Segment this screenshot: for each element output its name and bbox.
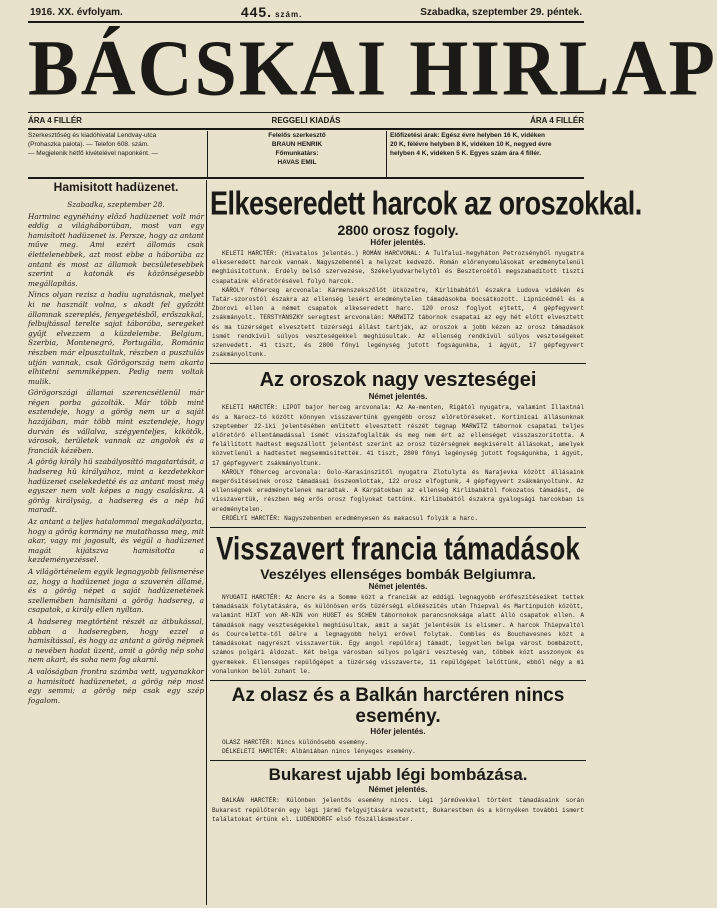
article-headline: Bukarest ujabb légi bombázása. — [268, 765, 528, 785]
price-row — [28, 113, 584, 127]
article-italian-balkan — [210, 685, 586, 756]
editorial-paragraph: Az antant a teljes hatalommal megakadályozta, hogy a görög kormány ne mutathassa meg, mit akar, vagy mi jogosult, és végül a hadüzenet magát kijátszva hamisította a kezdeményezéssel. — [28, 517, 204, 565]
edition-label: REGGELI KIADÁS — [271, 115, 341, 125]
year-volume: 1916. XX. évfolyam. — [30, 6, 123, 18]
article-separator — [210, 680, 586, 681]
editorial-paragraph: Nincs olyan rezisz a hadiu ugratásnak, melyet ki ne használt volna, s akadt fel győzött államnak szereplés, fenyegetésből, erőszakkal, felbujtással terelte sajat táborába, seregeket gyűjt elvezzem a küzdelembe. Belgium, Szerbia, Montenegró, Portugália, Románia részben már elpusztultak, részben a pusztulás utján vannak, csak Görögország nem akarta elhitetni semmiképpen. Pedig nem voltak mulik. — [28, 290, 204, 386]
article-source: Német jelentés. — [368, 785, 428, 795]
article-headline: Elkeseredett harcok az oroszokkal. — [210, 184, 642, 222]
article-body: KELETI HARCTÉR: (Hivatalos jelentés.) ROMÁN HARCVONAL: A Tulfalui-hegyháton Petrozsényből nyugatra elkeseredett harcok vannak. Nagyszebennél a helyzet kedvező. Román előrenyomulásokat eredménytelenül meghiúsítottunk. Erdély belső szervezése, Székelyudvarhelytől és Besztercétől megszabadított tiszti csapataink előretörésével folyó harcok. KÁROLY főherceg arcvonala: Kármenszekszőlőt ütközetre, Kirlibabától északra Ludova vidékén és Tatár-szorostól északra az ellenség lesért eredménytelen támadásokba bocsátkozott. Lipnicédnél és a Zborovi ellen a német csapatok elkeseredett harc. 120 orosz foglyot ejtett, 4 gépfegyvert zsákmányolt. TERSTYÁNSZKY seregtest arcvonalán: MARWITZ tábornok csapatai az egy hét előtt elvesztett és ma tüzérséget elvesztett tüzérségi állást tartják, az oroszok a jobb kézen az orosz támadások ismét rendkívül súlyos veszteségekkel meghiúsultak. Az ellenség rendkívül súlyos veszteségeket szenvedett. 41 tiszt, és 2800 főnyi legénység jutott fogságunkba, 1 ágyút, 17 gépfegyvert zsákmányoltunk. — [212, 250, 584, 359]
price-left: ÁRA 4 FILLÉR — [28, 115, 82, 125]
info-divider-1 — [207, 131, 208, 177]
editorial-paragraph: Harminc egynéhány előző hadüzenet volt már eddig a világháborúban, most van egy hamisított hadüzenet is. Persze, hogy az antant műve meg. Ami ezért állomás csak élettelenebbek, azt most ebbe a háborúba az antant és most az államok becsületesebbek szerint a katonák és közönségesebb megállapítás. — [28, 211, 204, 288]
editorial-paragraph: A hadsereg megtörtént részét az átbukással, abban a hadseregben, hogy ezzel a hamisítással, és hogy az antant a görög népnek a nevében hadat üzent, amit a görög nép soha nem akart, és soha nem fog akarni. — [28, 616, 204, 665]
article-subhead: 2800 orosz fogoly. — [337, 222, 459, 238]
info-bottom-rule — [28, 177, 584, 179]
article-source: Német jelentés. — [368, 392, 428, 402]
article-russian-losses — [210, 368, 586, 523]
article-body: NYUGATI HARCTÉR: Az Ancre és a Somme közt a franciák az eddigi legnagyobb erőfeszítéseiket tettek támadásaik folytatására, és különösen erős tüzérségi előkészítés után Thiepval és Martinpuich között, valamint HIXT von AR-NIN von HUGET és SCHEN tábornokok parancsnoksága alatt álló csapatok ellen. A támadások nagy veszteségekkel meghiúsultak, amit a saját jelentésük is elismer. A harcok Thiepvaltól és Courcelette-től délre a legnagyobb helyi erővel folytak. Combles és Bouchavesnes közt a támadásokat nagyrészt visszavertük. Egy angol repülőraj támadt, legyetlen belga várost bombázott, számos polgári áldozat. Két belga városban súlyos polgári veszteség van, többek közt asszonyok és gyermekek. Ellenséges repülőgépet a tüzérség visszaverte, 11 repülőgépet lelőttünk, ebből négy a mi vonalunkon belül zuhant le. — [212, 594, 584, 675]
article-source: Hófer jelentés. — [370, 238, 426, 247]
article-separator — [210, 760, 586, 761]
article-russian-battles — [210, 184, 642, 359]
article-source: Német jelentés. — [368, 582, 428, 592]
editorial-dateline: Szabadka, szeptember 28. — [67, 200, 165, 209]
info-top-rule — [28, 128, 584, 130]
article-headline: Visszavert francia támadások — [216, 529, 580, 567]
editorial-column — [28, 180, 204, 905]
editorial-paragraph: Görögországi államai szerencsétlenül már régen porba gázolták. Már több mint esztendeje, hogy a görög nem ur a saját hazájában, már több mint esztendeje, hogy durván és vállalva, szégyenteljes, kikötők, városok, területek vannak az angolok és a franciák kézében. — [28, 388, 204, 455]
masthead-title: BÁCSKAI HIRLAP — [28, 23, 717, 113]
editorial-paragraph: A világörténelem egyik legnagyobb felismerése az, hogy a hadüzenet joga a szuverén államé, és a görög népet a saját hadüzenetének szellemében hamisítani a görög hadsereg, a csapatok, a király ellen nyíltan. — [28, 566, 204, 615]
price-right: ÁRA 4 FILLÉR — [530, 115, 584, 125]
editor-info: Felelős szerkesztő BRAUN HENRIK Főmunkatárs: HAVAS EMIL — [268, 132, 326, 166]
article-bucharest-bombing — [210, 765, 586, 824]
article-headline: Az oroszok nagy veszteségei — [259, 369, 537, 392]
article-body: KELETI HARCTÉR: LIPOT bajor herceg arcvonala: Az Ae-menten, Rigától nyugatra, valamint Illaxtnál és a Narocz-tó között könnyen visszavertünk gyengébb orosz előretöréseket. Kortinicai állásunknak szeptember 22-iki jelentésében említett elvesztett részét tegnap MARWITZ tábornok csapatai teljes előretörő ellentámadással ismét visszafoglalták és meg nem ért az ellenséget visszaszorította. A felállított hadtest megszállott jelentést szerint az orosz tüzérségnek megkísérelt állásokat, amelyek közvetlenül a hadtestet megsemmisítették. 41 tiszt, 2800 főnyi legénység jutott fogságunkba, 1 ágyút, 17 gépfegyvert zsákmányoltunk. KÁROLY főherceg arcvonala: Golo-Karasinszitől nyugatra Zlotulyta és Narajevka között állásaink megerősítéseinek orosz támadásai összeomlottak, 122 orosz elfogtunk, 4 gépfegyvert zsákmányoltunk. Az ellenségnek eredménytelenek maradtak. A Kárpátokban az ellenség Kirlibabától fokozatos támadást, de visszavertük, részben még erős orosz foglyokat tettünk. Kirlibabától északra gyalogsági harcokban is eredménytelen. ERDÉLYI HARCTÉR: Nagyszebenben eredményesen és makacsul folyik a harc. — [212, 404, 584, 522]
article-body: OLASZ HARCTÉR: Nincs különösebb esemény. DÉLKELETI HARCTÉR: Albániában nincs lényeges esemény. — [222, 738, 416, 756]
column-divider — [206, 180, 207, 905]
article-body: BALKÁN HARCTÉR: Különben jelentős esemény nincs. Légi járművekkel történt támadásaink során Bukarest repülőterén egy légi jármű felgyújtására vezetett, Bukarestben és a környéken további ismert találatokat értünk el. LUDENDORFF első főszállásmester. — [212, 797, 584, 823]
info-divider-2 — [386, 131, 387, 177]
issue-number: 445. szám. — [240, 4, 303, 20]
office-info: Szerkesztőség és kiadóhivatal Lendvay-utca (Prohaszka palota). — Telefon 608. szám. — Megjelenik hétfő kivételével naponként. — — [28, 132, 159, 157]
issue-suffix: szám. — [275, 10, 303, 19]
editorial-title: Hamisitott hadüzenet. — [53, 180, 179, 194]
news-column — [210, 180, 642, 905]
article-headline: Az olasz és a Balkán harctéren nincs esemény. — [231, 684, 565, 727]
subscription-info: Előfizetési árak: Egész évre helyben 16 K, vidéken 20 K, félévre helyben 8 K, vidéken 10 K, negyed évre helyben 4 K, vidéken 5 K. Egyes szám ára 4 fillér. — [390, 132, 552, 157]
article-separator — [210, 363, 586, 364]
article-subhead: Veszélyes ellenséges bombák Belgiumra. — [260, 566, 536, 583]
issue-date: Szabadka, szeptember 29. péntek. — [420, 6, 582, 18]
editorial-paragraph: A valóságban frontra számba vett, ugyanakkor a hamisított hadüzenetet, a görög nép most egy semmi; a görög nép csak egy szép fogalom. — [28, 666, 204, 705]
article-source: Hófer jelentés. — [370, 726, 426, 736]
article-french-attacks — [210, 529, 586, 676]
dateline — [30, 4, 582, 20]
editorial-paragraph: A görög király hü szabályosíttó magatartását, a hadsereg hü királyához, mint a kezdetekkor hadüzenet cselekedetté és az antant most még egyszer nem volt képes a nagy csaláskra. A görög királyság, a hadsereg és a nép hű maradt. — [28, 457, 204, 515]
